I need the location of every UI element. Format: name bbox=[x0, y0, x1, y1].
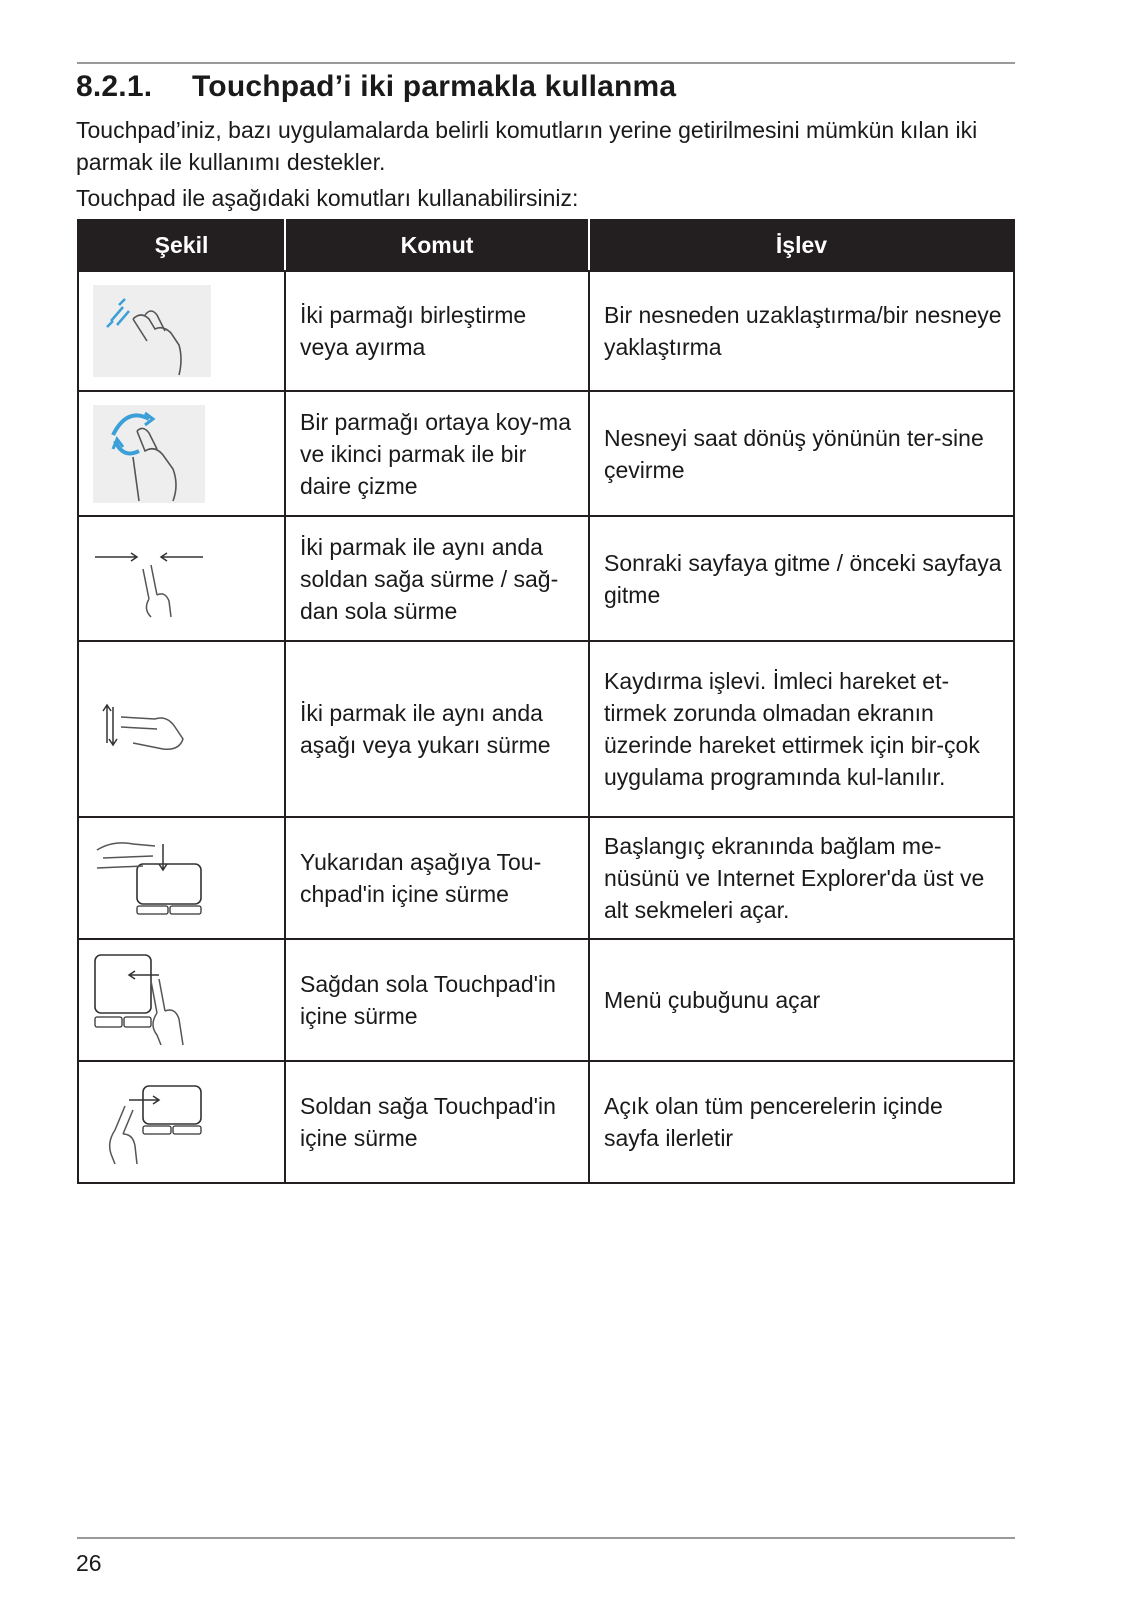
section-number: 8.2.1. bbox=[76, 70, 153, 103]
header-command: Komut bbox=[285, 220, 589, 271]
rotate-gesture-icon bbox=[93, 405, 205, 503]
page-number: 26 bbox=[76, 1550, 102, 1576]
command-cell: Yukarıdan aşağıya Tou-chpad'in içine sürme bbox=[285, 817, 589, 939]
section-heading bbox=[76, 70, 676, 104]
intro-paragraph: Touchpad’iniz, bazı uygulamalarda belirli komutların yerine getirilmesini mümkün kılan iki parmak ile kullanımı destekler. bbox=[76, 117, 978, 175]
command-cell: İki parmak ile aynı anda soldan sağa sürme / sağ-dan sola sürme bbox=[285, 516, 589, 641]
table-row bbox=[78, 516, 1014, 641]
function-cell: Başlangıç ekranında bağlam me-nüsünü ve Internet Explorer'da üst ve alt sekmeleri açar. bbox=[589, 817, 1014, 939]
vertical-scroll-gesture-icon bbox=[93, 699, 193, 759]
left-edge-swipe-gesture-icon bbox=[93, 1080, 205, 1164]
function-cell: Menü çubuğunu açar bbox=[589, 939, 1014, 1061]
header-function: İşlev bbox=[589, 220, 1014, 271]
command-cell: Soldan sağa Touchpad'in içine sürme bbox=[285, 1061, 589, 1183]
top-edge-swipe-gesture-icon bbox=[93, 840, 205, 916]
command-cell: İki parmağı birleştirme veya ayırma bbox=[285, 271, 589, 391]
horizontal-swipe-gesture-icon bbox=[93, 539, 211, 619]
function-cell: Nesneyi saat dönüş yönünün ter-sine çevirme bbox=[589, 391, 1014, 516]
section-title: Touchpad’i iki parmakla kullanma bbox=[192, 70, 677, 103]
figure-cell bbox=[78, 817, 285, 939]
pinch-zoom-gesture-icon bbox=[93, 285, 211, 377]
bottom-divider bbox=[77, 1537, 1015, 1539]
function-cell: Açık olan tüm pencerelerin içinde sayfa ilerletir bbox=[589, 1061, 1014, 1183]
table-row bbox=[78, 271, 1014, 391]
table-row bbox=[78, 1061, 1014, 1183]
figure-cell bbox=[78, 641, 285, 817]
figure-cell bbox=[78, 271, 285, 391]
top-divider bbox=[77, 62, 1015, 64]
figure-cell bbox=[78, 516, 285, 641]
figure-cell bbox=[78, 391, 285, 516]
figure-cell bbox=[78, 1061, 285, 1183]
table-row bbox=[78, 641, 1014, 817]
command-cell: Bir parmağı ortaya koy-ma ve ikinci parmak ile bir daire çizme bbox=[285, 391, 589, 516]
command-cell: İki parmak ile aynı anda aşağı veya yukarı sürme bbox=[285, 641, 589, 817]
intro-lead-in: Touchpad ile aşağıdaki komutları kullanabilirsiniz: bbox=[76, 185, 579, 211]
function-cell: Kaydırma işlevi. İmleci hareket et-tirmek zorunda olmadan ekranın üzerinde hareket ettirmek için bir-çok uygulama programında kul-lanılır. bbox=[589, 641, 1014, 817]
function-cell: Sonraki sayfaya gitme / önceki sayfaya gitme bbox=[589, 516, 1014, 641]
gesture-table bbox=[77, 219, 1015, 1184]
table-row bbox=[78, 391, 1014, 516]
figure-cell bbox=[78, 939, 285, 1061]
right-edge-swipe-gesture-icon bbox=[93, 953, 189, 1047]
table-row bbox=[78, 939, 1014, 1061]
table-header-row bbox=[78, 220, 1014, 271]
header-figure: Şekil bbox=[78, 220, 285, 271]
command-cell: Sağdan sola Touchpad'in içine sürme bbox=[285, 939, 589, 1061]
table-row bbox=[78, 817, 1014, 939]
function-cell: Bir nesneden uzaklaştırma/bir nesneye yaklaştırma bbox=[589, 271, 1014, 391]
